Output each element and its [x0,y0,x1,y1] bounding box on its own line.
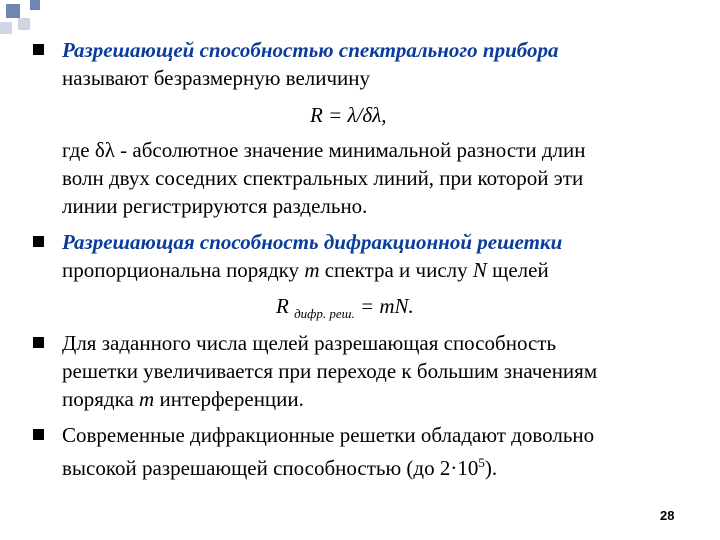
text-segment: порядка [62,387,140,411]
page-number: 28 [660,508,675,523]
text-segment: высокой разрешающей способностью (до 2·10 [62,456,479,480]
term-resolving-power: Разрешающей способностью спектрального прибора [62,38,559,62]
text-line [62,385,304,413]
formula-R: R [276,294,295,318]
text-line [62,256,549,284]
text-segment: интерференции. [154,387,304,411]
text-line: решетки увеличивается при переходе к большим значениям [62,359,598,383]
formula-resolving-power: R = λ/δλ, [310,103,387,127]
text-line: Современные дифракционные решетки обладают довольно [62,423,595,447]
text-line: где δλ - абсолютное значение минимальной разности длин [62,138,586,162]
square-bullet-icon [33,44,44,55]
square-bullet-icon [33,429,44,440]
text-segment: ). [484,456,498,480]
symbol-N: N [472,258,487,282]
term-grating-resolving-power: Разрешающая способность дифракционной решетки [62,230,563,254]
square-bullet-icon [33,337,44,348]
superscript: 5 [478,455,485,470]
text-segment: щелей [486,258,549,282]
text-line [62,449,497,482]
text-line: называют безразмерную величину [62,66,371,90]
square-bullet-icon [33,236,44,247]
text-segment: пропорциональна порядку [62,258,305,282]
text-line: волн двух соседних спектральных линий, при которой эти [62,166,584,190]
text-segment: спектра и числу [319,258,473,282]
text-line: Для заданного числа щелей разрешающая способность [62,331,557,355]
formula-subscript: дифр. реш. [294,306,355,321]
symbol-m: m [139,387,155,411]
symbol-m: m [304,258,320,282]
formula-grating [276,292,414,328]
text-line: линии регистрируются раздельно. [62,194,368,218]
formula-rest: = mN. [354,294,414,318]
